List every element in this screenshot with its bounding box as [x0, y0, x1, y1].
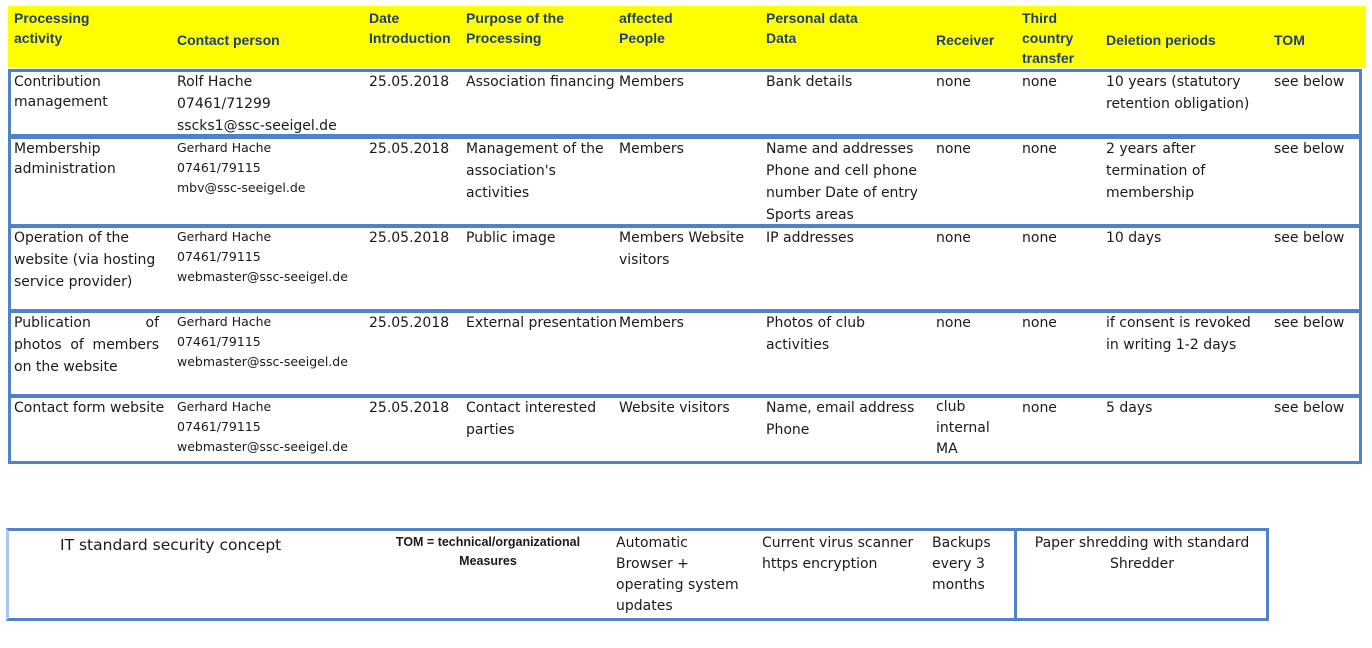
- row-deletion: 10 years (statutory retention obligation): [1106, 74, 1250, 112]
- row-date: 25.05.2018: [369, 74, 450, 90]
- row-third-country: none: [1022, 315, 1057, 331]
- row-purpose: External presentation: [466, 315, 618, 331]
- row-activity: Publication of photos of members on the website: [14, 315, 159, 375]
- header-third-country: Third country transfer: [1022, 10, 1075, 66]
- row-receiver: none: [936, 315, 971, 331]
- row-affected: Members: [619, 74, 684, 90]
- row-personal-data: Name and addresses Phone and cell phone number Date of entry Sports areas: [766, 141, 918, 223]
- row-activity: Operation of the website (via hosting service provider): [14, 230, 156, 290]
- row-deletion: if consent is revoked in writing 1-2 days: [1106, 315, 1251, 353]
- row-purpose: Contact interested parties: [466, 400, 597, 438]
- header-deletion: Deletion periods: [1106, 32, 1216, 48]
- header-purpose: Purpose of the Processing: [466, 10, 565, 46]
- row-affected: Website visitors: [619, 400, 730, 416]
- header-date: Date Introduction: [369, 10, 451, 46]
- row-date: 25.05.2018: [369, 315, 450, 331]
- row-receiver: none: [936, 230, 971, 246]
- row-contact: Rolf Hache 07461/71299 sscks1@ssc-seeigel.de: [177, 74, 337, 134]
- row-tom: see below: [1274, 74, 1345, 90]
- row-tom: see below: [1274, 400, 1345, 416]
- row-contact: Gerhard Hache 07461/79115 webmaster@ssc-seeigel.de: [177, 399, 348, 454]
- row-deletion: 10 days: [1106, 230, 1162, 246]
- row-personal-data: Bank details: [766, 74, 853, 90]
- row-personal-data: IP addresses: [766, 230, 854, 246]
- row-third-country: none: [1022, 230, 1057, 246]
- row-third-country: none: [1022, 400, 1057, 416]
- row-tom: see below: [1274, 141, 1345, 157]
- row-contact: Gerhard Hache 07461/79115 webmaster@ssc-seeigel.de: [177, 229, 348, 284]
- it-security-concept: IT standard security concept: [60, 536, 282, 554]
- row-third-country: none: [1022, 141, 1057, 157]
- row-date: 25.05.2018: [369, 230, 450, 246]
- tom-updates: Automatic Browser + operating system updates: [616, 535, 739, 614]
- row-activity: Contact form website: [14, 400, 165, 416]
- row-receiver: club internal MA: [936, 399, 990, 457]
- row-deletion: 5 days: [1106, 400, 1153, 416]
- tom-virus-scanner: Current virus scanner https encryption: [762, 535, 914, 572]
- header-contact-person: Contact person: [177, 32, 280, 48]
- row-personal-data: Photos of club activities: [766, 315, 865, 353]
- row-tom: see below: [1274, 315, 1345, 331]
- row-date: 25.05.2018: [369, 400, 450, 416]
- row-purpose: Association financing: [466, 74, 615, 90]
- header-processing-activity: Processing activity: [14, 10, 90, 46]
- row-date: 25.05.2018: [369, 141, 450, 157]
- row-purpose: Management of the association's activities: [466, 141, 604, 201]
- row-deletion: 2 years after termination of membership: [1106, 141, 1206, 201]
- header-tom: TOM: [1274, 32, 1305, 48]
- row-purpose: Public image: [466, 230, 556, 246]
- tom-definition: TOM = technical/organizational Measures: [395, 535, 581, 568]
- header-personal-data: Personal data Data: [766, 10, 858, 46]
- row-affected: Members: [619, 141, 684, 157]
- row-personal-data: Name, email address Phone: [766, 400, 915, 438]
- row-contact: Gerhard Hache 07461/79115 mbv@ssc-seeigel.de: [177, 140, 306, 195]
- row-affected: Members: [619, 315, 684, 331]
- header-receiver: Receiver: [936, 32, 995, 48]
- row-activity: Contribution management: [14, 74, 108, 110]
- row-third-country: none: [1022, 74, 1057, 90]
- tom-shredding: Paper shredding with standard Shredder: [1034, 535, 1250, 572]
- row-activity: Membership administration: [14, 141, 116, 177]
- header-affected: affected People: [619, 10, 673, 46]
- row-tom: see below: [1274, 230, 1345, 246]
- row-receiver: none: [936, 74, 971, 90]
- row-contact: Gerhard Hache 07461/79115 webmaster@ssc-seeigel.de: [177, 314, 348, 369]
- tom-backups: Backups every 3 months: [932, 535, 991, 593]
- row-affected: Members Website visitors: [619, 230, 745, 268]
- row-receiver: none: [936, 141, 971, 157]
